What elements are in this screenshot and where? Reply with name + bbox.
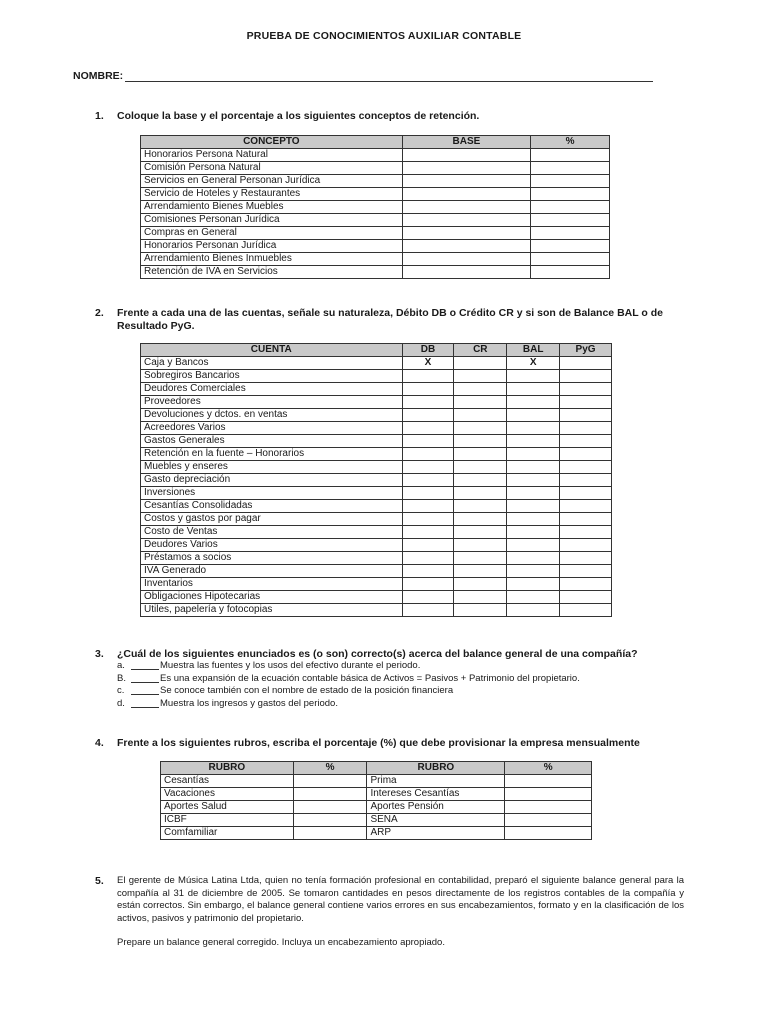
col-header-cuenta: CUENTA xyxy=(141,344,403,357)
bal-mark-cell[interactable] xyxy=(507,552,560,565)
table-row xyxy=(141,214,610,227)
cr-mark-cell[interactable] xyxy=(454,357,507,370)
percent-input-cell[interactable] xyxy=(531,266,610,279)
col-header-bal: BAL xyxy=(507,344,560,357)
cr-mark-cell[interactable] xyxy=(454,552,507,565)
answer-blank[interactable] xyxy=(131,673,159,683)
account-cell: Muebles y enseres xyxy=(141,461,403,474)
db-mark-cell[interactable] xyxy=(402,487,454,500)
account-cell: Acreedores Varios xyxy=(141,422,403,435)
name-label: NOMBRE: xyxy=(73,70,124,82)
option-c[interactable]: c. Se conoce también con el nombre de estado de la posición financiera xyxy=(117,685,454,696)
question-number: 3. xyxy=(95,648,104,660)
rubro-cell: Prima xyxy=(367,775,505,788)
table-row xyxy=(141,188,610,201)
cr-mark-cell[interactable] xyxy=(454,513,507,526)
account-cell: Gasto depreciación xyxy=(141,474,403,487)
table-row xyxy=(141,175,610,188)
pyg-mark-cell[interactable] xyxy=(560,500,612,513)
pyg-mark-cell[interactable] xyxy=(560,513,612,526)
table-row xyxy=(141,370,612,383)
pyg-mark-cell[interactable] xyxy=(560,396,612,409)
account-cell: Deudores Comerciales xyxy=(141,383,403,396)
pyg-mark-cell[interactable] xyxy=(560,383,612,396)
db-mark-cell[interactable] xyxy=(402,370,454,383)
name-field[interactable] xyxy=(73,70,653,82)
base-input-cell[interactable] xyxy=(402,188,531,201)
db-mark-cell[interactable] xyxy=(402,591,454,604)
table-row xyxy=(141,487,612,500)
account-cell: Utiles, papelería y fotocopias xyxy=(141,604,403,617)
col-header-concepto: CONCEPTO xyxy=(141,136,403,149)
account-cell: Préstamos a socios xyxy=(141,552,403,565)
rubro-cell: ARP xyxy=(367,827,505,840)
table-row xyxy=(141,474,612,487)
pyg-mark-cell[interactable] xyxy=(560,370,612,383)
db-mark-cell[interactable] xyxy=(402,513,454,526)
percent-input-cell[interactable] xyxy=(531,175,610,188)
pyg-mark-cell[interactable] xyxy=(560,591,612,604)
table-row xyxy=(141,149,610,162)
bal-mark-cell[interactable] xyxy=(507,526,560,539)
percent-input-cell[interactable] xyxy=(505,827,592,840)
pyg-mark-cell[interactable] xyxy=(560,552,612,565)
page-title: PRUEBA DE CONOCIMIENTOS AUXILIAR CONTABLE xyxy=(246,30,522,42)
question-text: Coloque la base y el porcentaje a los siguientes conceptos de retención. xyxy=(117,110,480,122)
table-row xyxy=(141,162,610,175)
percent-input-cell[interactable] xyxy=(293,814,367,827)
concept-cell: Arrendamiento Bienes Inmuebles xyxy=(141,253,403,266)
retention-table xyxy=(140,135,610,279)
table-row xyxy=(141,422,612,435)
db-mark-cell[interactable]: X xyxy=(402,357,454,370)
percent-input-cell[interactable] xyxy=(293,827,367,840)
account-cell: Inventarios xyxy=(141,578,403,591)
table-row xyxy=(141,578,612,591)
cr-mark-cell[interactable] xyxy=(454,370,507,383)
bal-mark-cell[interactable] xyxy=(507,461,560,474)
pyg-mark-cell[interactable] xyxy=(560,422,612,435)
rubro-cell: Intereses Cesantías xyxy=(367,788,505,801)
bal-mark-cell[interactable] xyxy=(507,513,560,526)
account-cell: Costo de Ventas xyxy=(141,526,403,539)
table-row xyxy=(161,801,592,814)
question-text-line2: Resultado PyG. xyxy=(117,320,195,332)
percent-input-cell[interactable] xyxy=(531,149,610,162)
cr-mark-cell[interactable] xyxy=(454,409,507,422)
concept-cell: Servicios en General Personan Jurídica xyxy=(141,175,403,188)
table-row xyxy=(161,814,592,827)
account-cell: Costos y gastos por pagar xyxy=(141,513,403,526)
col-header-percent: % xyxy=(531,136,610,149)
question-number: 1. xyxy=(95,110,104,122)
base-input-cell[interactable] xyxy=(402,266,531,279)
col-header-percent-2: % xyxy=(505,762,592,775)
db-mark-cell[interactable] xyxy=(402,396,454,409)
table-row xyxy=(141,409,612,422)
base-input-cell[interactable] xyxy=(402,162,531,175)
concept-cell: Honorarios Persona Natural xyxy=(141,149,403,162)
db-mark-cell[interactable] xyxy=(402,539,454,552)
cr-mark-cell[interactable] xyxy=(454,435,507,448)
cr-mark-cell[interactable] xyxy=(454,422,507,435)
pyg-mark-cell[interactable] xyxy=(560,357,612,370)
db-mark-cell[interactable] xyxy=(402,565,454,578)
account-cell: Obligaciones Hipotecarias xyxy=(141,591,403,604)
pyg-mark-cell[interactable] xyxy=(560,461,612,474)
cr-mark-cell[interactable] xyxy=(454,500,507,513)
question-number: 4. xyxy=(95,737,104,749)
bal-mark-cell[interactable] xyxy=(507,383,560,396)
percent-input-cell[interactable] xyxy=(531,240,610,253)
percent-input-cell[interactable] xyxy=(531,214,610,227)
table-row xyxy=(141,201,610,214)
answer-blank[interactable] xyxy=(131,698,159,708)
table-row xyxy=(141,435,612,448)
pyg-mark-cell[interactable] xyxy=(560,578,612,591)
pyg-mark-cell[interactable] xyxy=(560,409,612,422)
percent-input-cell[interactable] xyxy=(505,801,592,814)
db-mark-cell[interactable] xyxy=(402,422,454,435)
bal-mark-cell[interactable] xyxy=(507,591,560,604)
concept-cell: Retención de IVA en Servicios xyxy=(141,266,403,279)
account-cell: Gastos Generales xyxy=(141,435,403,448)
percent-input-cell[interactable] xyxy=(531,162,610,175)
table-row xyxy=(141,591,612,604)
rubro-cell: ICBF xyxy=(161,814,294,827)
bal-mark-cell[interactable] xyxy=(507,474,560,487)
bal-mark-cell[interactable] xyxy=(507,487,560,500)
table-row xyxy=(141,227,610,240)
bal-mark-cell[interactable]: X xyxy=(507,357,560,370)
concept-cell: Comisiones Personan Jurídica xyxy=(141,214,403,227)
table-row xyxy=(141,461,612,474)
rubro-cell: Cesantías xyxy=(161,775,294,788)
pyg-mark-cell[interactable] xyxy=(560,474,612,487)
db-mark-cell[interactable] xyxy=(402,474,454,487)
cr-mark-cell[interactable] xyxy=(454,591,507,604)
table-row xyxy=(141,500,612,513)
base-input-cell[interactable] xyxy=(402,253,531,266)
account-cell: Deudores Varios xyxy=(141,539,403,552)
db-mark-cell[interactable] xyxy=(402,500,454,513)
percent-input-cell[interactable] xyxy=(531,188,610,201)
col-header-pyg: PyG xyxy=(560,344,612,357)
account-cell: Devoluciones y dctos. en ventas xyxy=(141,409,403,422)
concept-cell: Compras en General xyxy=(141,227,403,240)
name-line[interactable] xyxy=(125,71,653,82)
percent-input-cell[interactable] xyxy=(505,814,592,827)
cr-mark-cell[interactable] xyxy=(454,578,507,591)
table-row xyxy=(161,827,592,840)
db-mark-cell[interactable] xyxy=(402,448,454,461)
rubro-cell: Aportes Salud xyxy=(161,801,294,814)
question-text: ¿Cuál de los siguientes enunciados es (o son) correcto(s) acerca del balance general de una compañía? xyxy=(117,648,638,660)
cr-mark-cell[interactable] xyxy=(454,448,507,461)
rubro-cell: Vacaciones xyxy=(161,788,294,801)
pyg-mark-cell[interactable] xyxy=(560,604,612,617)
db-mark-cell[interactable] xyxy=(402,435,454,448)
question-text: Frente a los siguientes rubros, escriba el porcentaje (%) que debe provisionar la empresa mensualmente xyxy=(117,737,640,749)
col-header-cr: CR xyxy=(454,344,507,357)
options-list xyxy=(117,660,580,710)
col-header-rubro-1: RUBRO xyxy=(161,762,294,775)
concept-cell: Comisión Persona Natural xyxy=(141,162,403,175)
provision-table xyxy=(160,761,592,840)
pyg-mark-cell[interactable] xyxy=(560,539,612,552)
percent-input-cell[interactable] xyxy=(505,788,592,801)
question-number: 2. xyxy=(95,307,104,319)
table-row xyxy=(141,565,612,578)
col-header-base: BASE xyxy=(402,136,531,149)
cr-mark-cell[interactable] xyxy=(454,539,507,552)
account-cell: Sobregiros Bancarios xyxy=(141,370,403,383)
accounts-table xyxy=(140,343,612,617)
account-cell: Proveedores xyxy=(141,396,403,409)
account-cell: Retención en la fuente – Honorarios xyxy=(141,448,403,461)
pyg-mark-cell[interactable] xyxy=(560,448,612,461)
rubro-cell: SENA xyxy=(367,814,505,827)
cr-mark-cell[interactable] xyxy=(454,604,507,617)
cr-mark-cell[interactable] xyxy=(454,474,507,487)
pyg-mark-cell[interactable] xyxy=(560,487,612,500)
bal-mark-cell[interactable] xyxy=(507,409,560,422)
account-cell: Cesantías Consolidadas xyxy=(141,500,403,513)
answer-blank[interactable] xyxy=(131,685,159,695)
db-mark-cell[interactable] xyxy=(402,409,454,422)
cr-mark-cell[interactable] xyxy=(454,383,507,396)
db-mark-cell[interactable] xyxy=(402,526,454,539)
rubro-cell: Aportes Pensión xyxy=(367,801,505,814)
table-row xyxy=(161,775,592,788)
bal-mark-cell[interactable] xyxy=(507,422,560,435)
cr-mark-cell[interactable] xyxy=(454,461,507,474)
question-5-instruction: Prepare un balance general corregido. Incluya un encabezamiento apropiado. xyxy=(117,937,445,948)
db-mark-cell[interactable] xyxy=(402,461,454,474)
percent-input-cell[interactable] xyxy=(293,775,367,788)
account-cell: Inversiones xyxy=(141,487,403,500)
concept-cell: Arrendamiento Bienes Muebles xyxy=(141,201,403,214)
table-row xyxy=(141,539,612,552)
table-row xyxy=(141,448,612,461)
question-number: 5. xyxy=(95,875,104,887)
concept-cell: Honorarios Personan Jurídica xyxy=(141,240,403,253)
base-input-cell[interactable] xyxy=(402,201,531,214)
bal-mark-cell[interactable] xyxy=(507,539,560,552)
rubro-cell: Comfamiliar xyxy=(161,827,294,840)
table-row xyxy=(141,526,612,539)
cr-mark-cell[interactable] xyxy=(454,487,507,500)
bal-mark-cell[interactable] xyxy=(507,435,560,448)
cr-mark-cell[interactable] xyxy=(454,565,507,578)
question-5-paragraph: El gerente de Música Latina Ltda, quien no tenía formación profesional en contabilidad, preparó el siguiente balance general para la compañía al 31 de diciembre de 2005. Se tomaron cantidades en pesos directamente de los registros contables de la compañía y están correctos. Sin embargo, el balance general contiene varios errores en sus encabezamientos, formato y en la clasificación de los activos, pasivos y patrimonio del propietario. xyxy=(117,875,684,924)
base-input-cell[interactable] xyxy=(402,240,531,253)
base-input-cell[interactable] xyxy=(402,214,531,227)
percent-input-cell[interactable] xyxy=(293,788,367,801)
percent-input-cell[interactable] xyxy=(505,775,592,788)
cr-mark-cell[interactable] xyxy=(454,526,507,539)
table-row xyxy=(141,357,612,370)
bal-mark-cell[interactable] xyxy=(507,565,560,578)
question-text: Frente a cada una de las cuentas, señale su naturaleza, Débito DB o Crédito CR y si son de Balance BAL o de xyxy=(117,307,663,319)
table-row xyxy=(141,266,610,279)
account-cell: Caja y Bancos xyxy=(141,357,403,370)
pyg-mark-cell[interactable] xyxy=(560,526,612,539)
answer-blank[interactable] xyxy=(131,660,159,670)
option-b[interactable]: B. Es una expansión de la ecuación contable básica de Activos = Pasivos + Patrimonio del propietario. xyxy=(117,672,580,684)
db-mark-cell[interactable] xyxy=(402,604,454,617)
table-row xyxy=(141,240,610,253)
option-a[interactable]: a. Muestra las fuentes y los usos del efectivo durante el periodo. xyxy=(117,660,421,671)
table-row xyxy=(141,513,612,526)
bal-mark-cell[interactable] xyxy=(507,500,560,513)
percent-input-cell[interactable] xyxy=(531,253,610,266)
percent-input-cell[interactable] xyxy=(293,801,367,814)
table-row xyxy=(141,396,612,409)
db-mark-cell[interactable] xyxy=(402,578,454,591)
bal-mark-cell[interactable] xyxy=(507,448,560,461)
table-row xyxy=(141,604,612,617)
table-row xyxy=(141,253,610,266)
db-mark-cell[interactable] xyxy=(402,383,454,396)
concept-cell: Servicio de Hoteles y Restaurantes xyxy=(141,188,403,201)
bal-mark-cell[interactable] xyxy=(507,604,560,617)
percent-input-cell[interactable] xyxy=(531,227,610,240)
pyg-mark-cell[interactable] xyxy=(560,435,612,448)
bal-mark-cell[interactable] xyxy=(507,578,560,591)
bal-mark-cell[interactable] xyxy=(507,370,560,383)
account-cell: IVA Generado xyxy=(141,565,403,578)
percent-input-cell[interactable] xyxy=(531,201,610,214)
bal-mark-cell[interactable] xyxy=(507,396,560,409)
table-row xyxy=(141,552,612,565)
cr-mark-cell[interactable] xyxy=(454,396,507,409)
col-header-db: DB xyxy=(402,344,454,357)
option-d[interactable]: d. Muestra los ingresos y gastos del periodo. xyxy=(117,697,338,709)
pyg-mark-cell[interactable] xyxy=(560,565,612,578)
base-input-cell[interactable] xyxy=(402,175,531,188)
db-mark-cell[interactable] xyxy=(402,552,454,565)
base-input-cell[interactable] xyxy=(402,227,531,240)
col-header-percent-1: % xyxy=(293,762,367,775)
col-header-rubro-2: RUBRO xyxy=(367,762,505,775)
table-row xyxy=(141,383,612,396)
table-row xyxy=(161,788,592,801)
base-input-cell[interactable] xyxy=(402,149,531,162)
